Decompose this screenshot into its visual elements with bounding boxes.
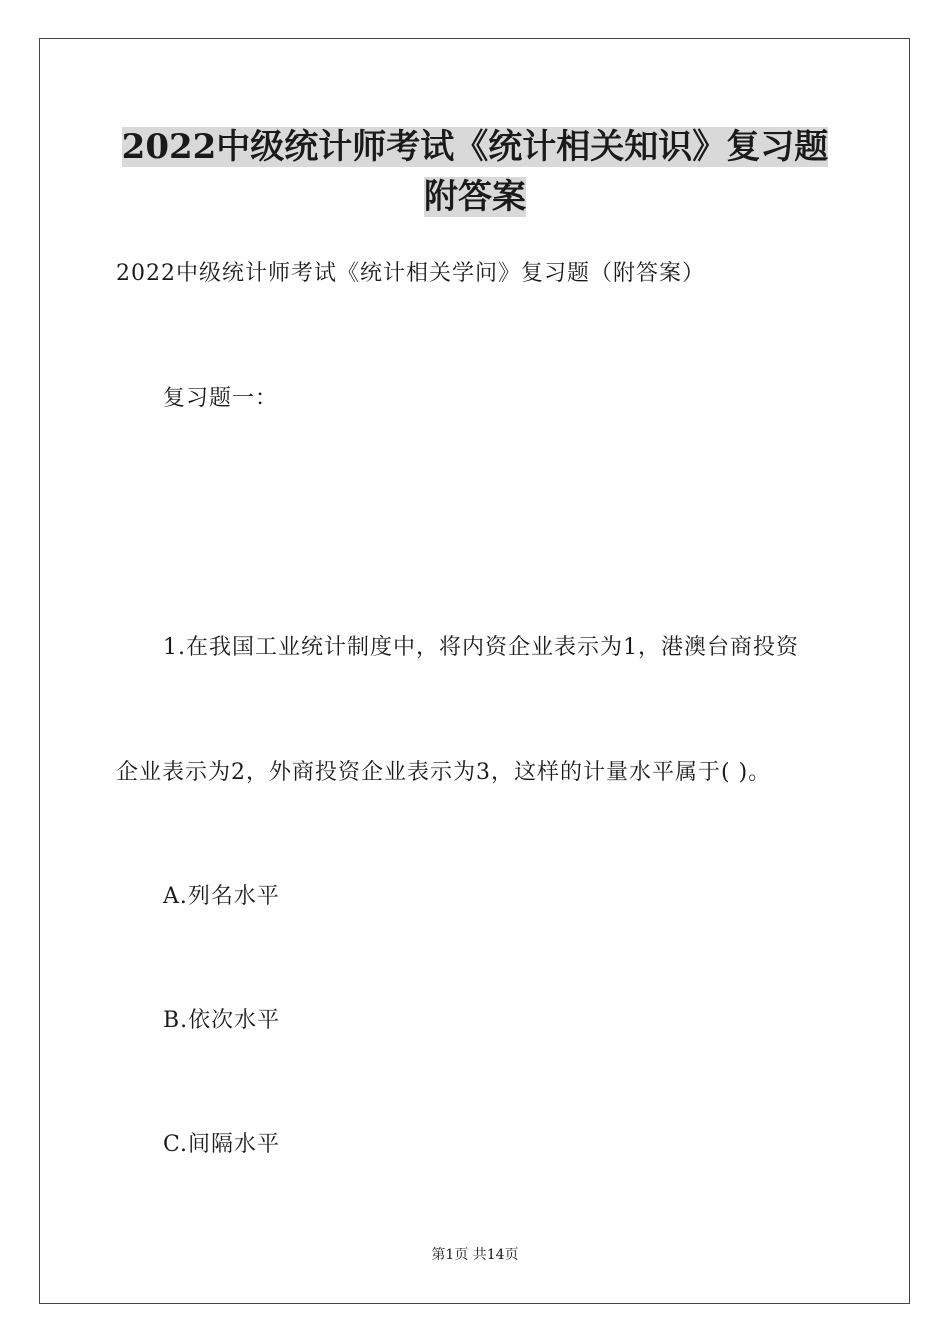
title-line-1: 2022中级统计师考试《统计相关知识》复习题 bbox=[121, 127, 829, 167]
option-a: A.列名水平 bbox=[163, 884, 280, 909]
question-line-2: 企业表示为2，外商投资企业表示为3，这样的计量水平属于( )。 bbox=[116, 760, 772, 785]
question-line-1: 1.在我国工业统计制度中，将内资企业表示为1，港澳台商投资 bbox=[163, 635, 799, 660]
page-border bbox=[39, 38, 910, 1304]
document-subtitle: 2022中级统计师考试《统计相关学问》复习题（附答案） bbox=[116, 261, 705, 286]
title-line-2: 附答案 bbox=[424, 177, 526, 217]
section-heading: 复习题一： bbox=[163, 386, 279, 411]
page-footer: 第1页 共14页 bbox=[431, 1247, 519, 1263]
option-b: B.依次水平 bbox=[163, 1008, 281, 1033]
option-c: C.间隔水平 bbox=[163, 1132, 281, 1157]
document-title bbox=[60, 122, 890, 222]
